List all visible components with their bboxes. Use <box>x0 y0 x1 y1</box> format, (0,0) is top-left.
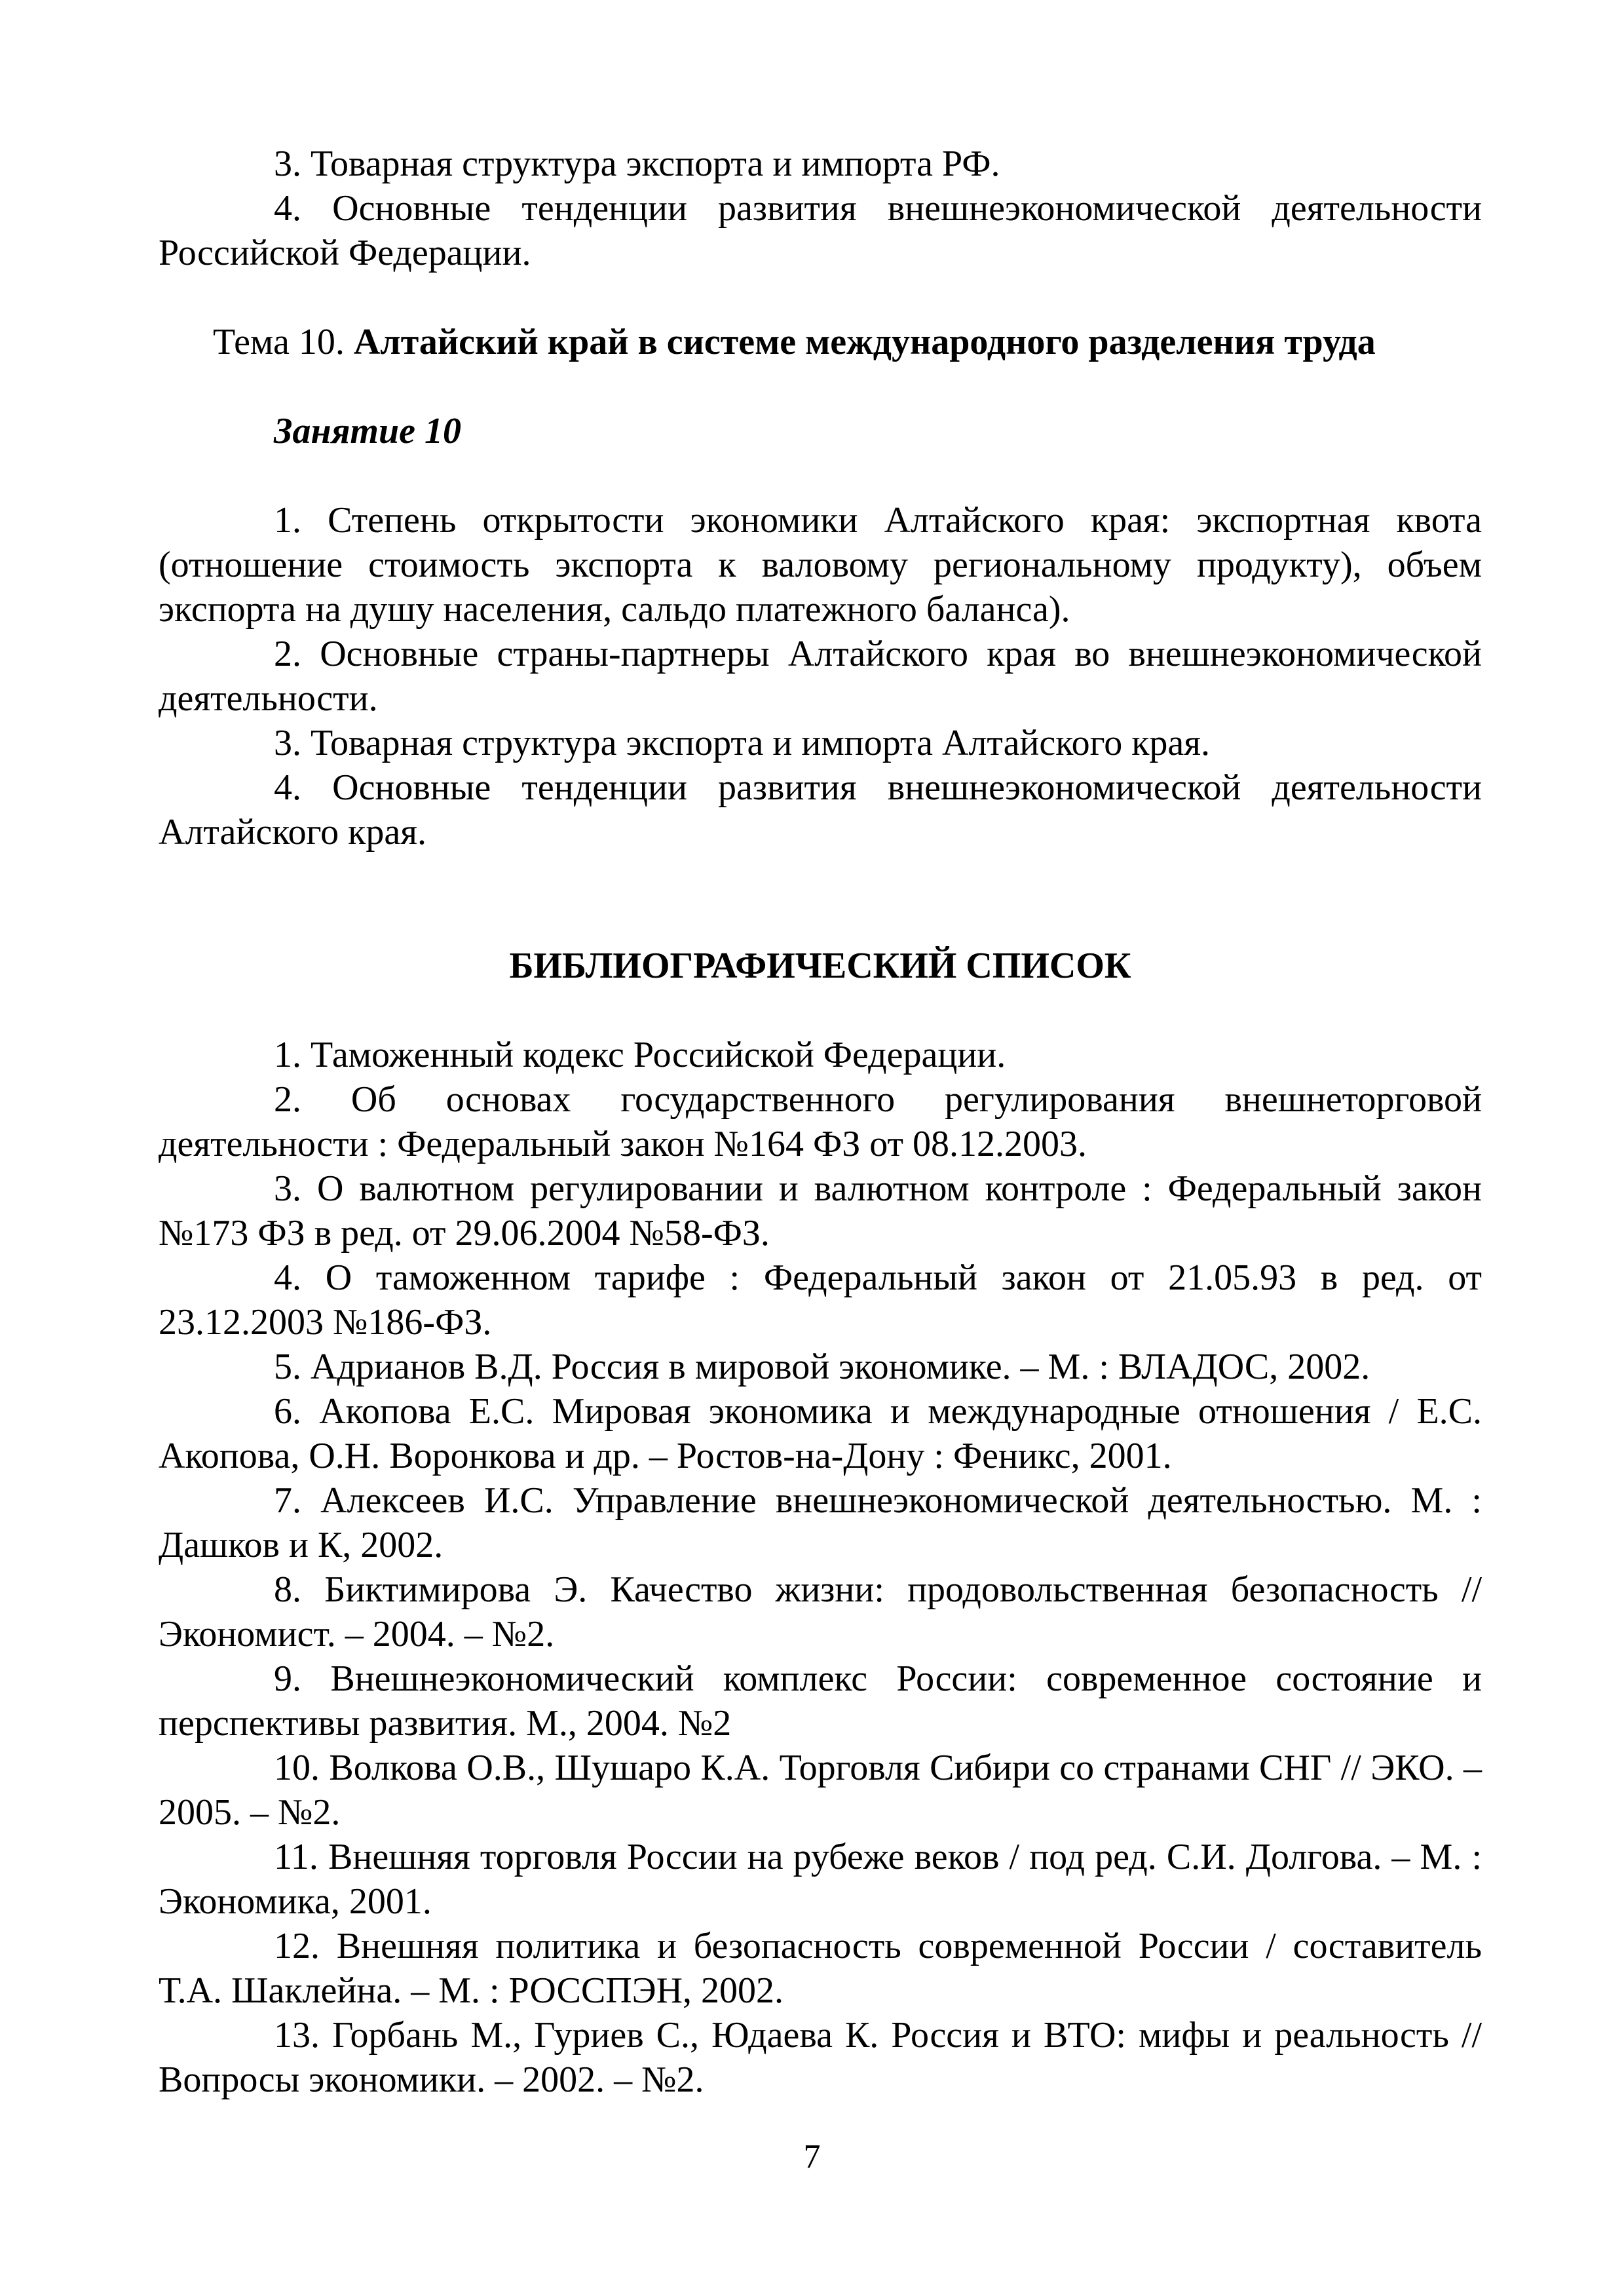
bibliography-item: 12. Внешняя политика и безопасность современной России / составитель Т.А. Шаклейна. – М. : РОССПЭН, 2002. <box>159 1926 1482 2011</box>
topic-prefix: Тема 10. <box>213 322 345 362</box>
lesson-heading: Занятие 10 <box>274 411 461 451</box>
topic-title: Алтайский край в системе международного разделения труда <box>353 322 1376 362</box>
bibliography-item: 8. Биктимирова Э. Качество жизни: продовольственная безопасность // Экономист. – 2004. – №2. <box>159 1569 1482 1655</box>
lesson-item: 2. Основные страны-партнеры Алтайского края во внешнеэкономической деятельности. <box>159 634 1482 719</box>
lesson-item: 3. Товарная структура экспорта и импорта Алтайского края. <box>274 723 1211 763</box>
topic-heading <box>159 320 1482 364</box>
bibliography-item: 3. О валютном регулировании и валютном контроле : Федеральный закон №173 ФЗ в ред. от 29.06.2004 №58-ФЗ. <box>159 1168 1482 1253</box>
lesson-item: 1. Степень открытости экономики Алтайского края: экспортная квота (отношение стоимость экспорта к валовому региональному продукту), объем экспорта на душу населения, сальдо платежного баланса). <box>159 500 1482 630</box>
lesson-item: 4. Основные тенденции развития внешнеэкономической деятельности Алтайского края. <box>159 767 1482 852</box>
spacer <box>159 453 1482 498</box>
bibliography-item: 13. Горбань М., Гуриев С., Юдаева К. Россия и ВТО: мифы и реальность // Вопросы экономики. – 2002. – №2. <box>159 2015 1482 2100</box>
bibliography-item: 10. Волкова О.В., Шушаро К.А. Торговля Сибири со странами СНГ // ЭКО. – 2005. – №2. <box>159 1748 1482 1833</box>
bibliography-item: 4. О таможенном тарифе : Федеральный закон от 21.05.93 в ред. от 23.12.2003 №186-ФЗ. <box>159 1257 1482 1343</box>
bibliography-item: 1. Таможенный кодекс Российской Федерации. <box>274 1035 1006 1075</box>
page-body <box>159 142 1482 2102</box>
bibliography-title: БИБЛИОГРАФИЧЕСКИЙ СПИСОК <box>509 946 1131 986</box>
prev-item-3: 3. Товарная структура экспорта и импорта РФ. <box>274 144 1000 184</box>
bibliography-item: 6. Акопова Е.С. Мировая экономика и международные отношения / Е.С. Акопова, О.Н. Воронкова и др. – Ростов-на-Дону : Феникс, 2001. <box>159 1391 1482 1476</box>
page-number: 7 <box>803 2138 821 2175</box>
bibliography-item: 9. Внешнеэкономический комплекс России: современное состояние и перспективы развития. М., 2004. №2 <box>159 1658 1482 1744</box>
bibliography-item: 7. Алексеев И.С. Управление внешнеэкономической деятельностью. М. : Дашков и К, 2002. <box>159 1480 1482 1565</box>
bibliography-item: 2. Об основах государственного регулирования внешнеторговой деятельности : Федеральный закон №164 ФЗ от 08.12.2003. <box>159 1079 1482 1164</box>
bibliography-item: 11. Внешняя торговля России на рубеже веков / под ред. С.И. Долгова. – М. : Экономика, 2001. <box>159 1837 1482 1922</box>
prev-item-4: 4. Основные тенденции развития внешнеэкономической деятельности Российской Федерации. <box>159 188 1482 273</box>
bibliography-item: 5. Адрианов В.Д. Россия в мировой экономике. – М. : ВЛАДОС, 2002. <box>274 1347 1370 1387</box>
